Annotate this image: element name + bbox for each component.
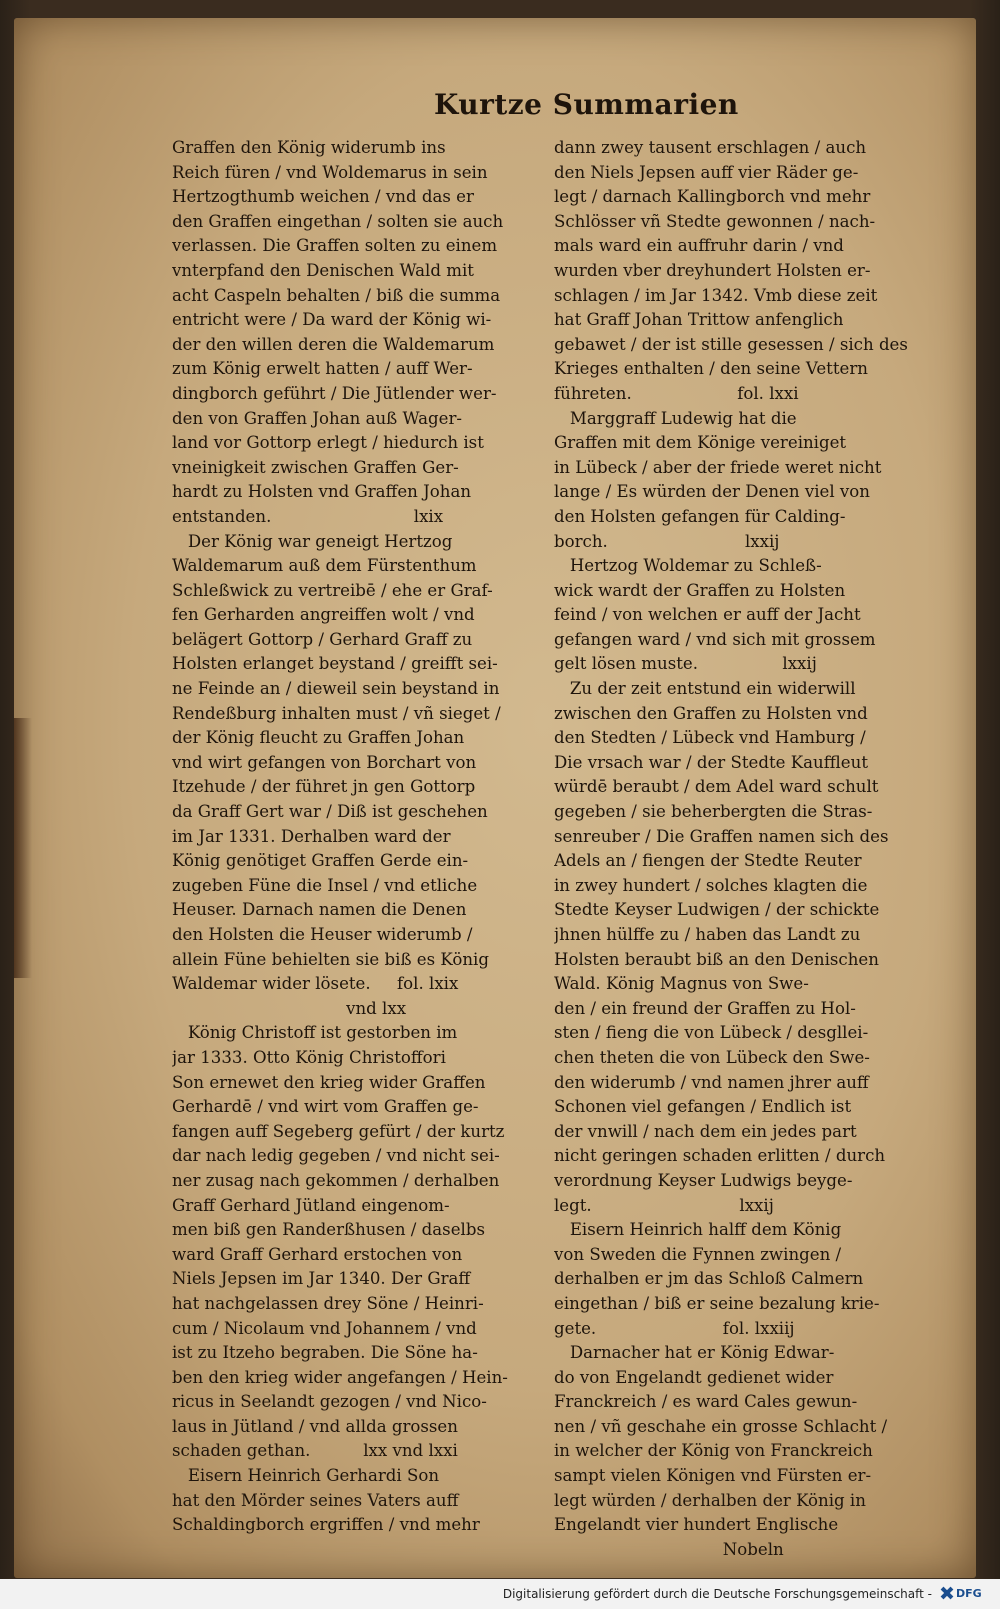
text-line: den Holsten gefangen für Calding- <box>554 506 846 526</box>
text-line: den widerumb / vnd namen jhrer auff <box>554 1072 869 1092</box>
text-line: wick wardt der Graffen zu Holsten <box>554 580 846 600</box>
text-line: Holsten beraubt biß an den Denischen <box>554 949 879 969</box>
text-line: senreuber / Die Graffen namen sich des <box>554 826 889 846</box>
text-line: fangen auff Segeberg gefürt / der kurtz <box>172 1121 505 1141</box>
text-line: schaden gethan. lxx vnd lxxi <box>172 1441 458 1461</box>
text-line: Engelandt vier hundert Englische <box>554 1515 839 1535</box>
text-line: vnterpfand den Denischen Wald mit <box>172 260 474 280</box>
text-line: dingborch geführt / Die Jütlender wer- <box>172 383 497 403</box>
text-line: Darnacher hat er König Edwar- <box>554 1343 835 1363</box>
text-line: hat den Mörder seines Vaters auff <box>172 1490 459 1510</box>
text-line: verlassen. Die Graffen solten zu einem <box>172 236 498 256</box>
text-line: da Graff Gert war / Diß ist geschehen <box>172 802 488 822</box>
text-line: jar 1333. Otto König Christoffori <box>172 1047 446 1067</box>
text-line: den Stedten / Lübeck vnd Hamburg / <box>554 728 866 748</box>
text-line: den Holsten die Heuser widerumb / <box>172 925 473 944</box>
dfg-logo <box>940 1584 986 1602</box>
text-line: Heuser. Darnach namen die Denen <box>172 900 467 920</box>
text-line: in Lübeck / aber der friede weret nicht <box>554 457 882 477</box>
text-line: dann zwey tausent erschlagen / auch <box>554 138 867 157</box>
text-line: Wald. König Magnus von Swe- <box>554 974 809 994</box>
text-line: den / ein freund der Graffen zu Hol- <box>554 998 856 1018</box>
text-line: wurden vber dreyhundert Holsten er- <box>554 260 871 280</box>
text-line: ben den krieg wider angefangen / Hein- <box>172 1367 508 1387</box>
text-line: Hertzogthumb weichen / vnd das er <box>172 187 474 207</box>
running-head: Kurtze Summarien <box>434 88 739 121</box>
text-line: vneinigkeit zwischen Graffen Ger- <box>172 457 459 477</box>
text-line: hat nachgelassen drey Söne / Heinri- <box>172 1293 484 1313</box>
text-line: hat Graff Johan Trittow anfenglich <box>554 310 844 330</box>
text-line: Marggraff Ludewig hat die <box>554 408 797 428</box>
text-line: im Jar 1331. Derhalben ward der <box>172 826 451 846</box>
text-line: der den willen deren die Waldemarum <box>172 334 495 354</box>
text-line: Schleßwick zu vertreibē / ehe er Graf- <box>172 580 493 600</box>
text-line: allein Füne behielten sie biß es König <box>172 949 489 969</box>
text-line: derhalben er jm das Schloß Calmern <box>554 1269 864 1289</box>
text-line: zugeben Füne die Insel / vnd etliche <box>172 875 478 895</box>
text-line: Graffen mit dem Könige vereiniget <box>554 433 847 453</box>
text-line: in zwey hundert / solches klagten die <box>554 875 868 895</box>
text-line: vnd lxx <box>172 998 407 1018</box>
text-line: zwischen den Graffen zu Holsten vnd <box>554 703 868 723</box>
text-line: gete. fol. lxxiij <box>554 1318 795 1338</box>
text-line: borch. lxxij <box>554 531 780 551</box>
text-line: cum / Nicolaum vnd Johannem / vnd <box>172 1318 477 1338</box>
text-line: würdē beraubt / dem Adel ward schult <box>554 777 879 797</box>
digitization-footer <box>0 1579 1000 1609</box>
text-line: vnd wirt gefangen von Borchart von <box>172 752 477 772</box>
text-line: eingethan / biß er seine bezalung krie- <box>554 1293 880 1313</box>
text-line: Reich füren / vnd Woldemarus in sein <box>172 162 488 182</box>
text-line: legt. lxxij <box>554 1195 774 1215</box>
text-line: ricus in Seelandt gezogen / vnd Nico- <box>172 1392 487 1412</box>
text-line: ner zusag nach gekommen / derhalben <box>172 1170 500 1190</box>
text-line: Der König war geneigt Hertzog <box>172 531 453 551</box>
text-line: Krieges enthalten / den seine Vettern <box>554 359 868 379</box>
text-line: Stedte Keyser Ludwigen / der schickte <box>554 900 880 920</box>
text-line: men biß gen Randerßhusen / daselbs <box>172 1220 485 1240</box>
text-line: den Graffen eingethan / solten sie auch <box>172 211 504 231</box>
text-line: Franckreich / es ward Cales gewun- <box>554 1392 858 1412</box>
funding-credit: Digitalisierung gefördert durch die Deutsche Forschungsgemeinschaft - <box>502 1587 932 1601</box>
text-line: Schonen viel gefangen / Endlich ist <box>554 1097 852 1117</box>
text-line: gebawet / der ist stille gesessen / sich des <box>554 334 908 354</box>
text-line: verordnung Keyser Ludwigs beyge- <box>554 1170 853 1190</box>
text-line: feind / von welchen er auff der Jacht <box>554 605 861 625</box>
text-line: zum König erwelt hatten / auff Wer- <box>172 359 473 379</box>
text-line: gefangen ward / vnd sich mit grossem <box>554 629 876 649</box>
text-line: belägert Gottorp / Gerhard Graff zu <box>172 629 473 649</box>
text-line: der König fleucht zu Graffen Johan <box>172 728 465 748</box>
text-line: sten / fieng die von Lübeck / desgllei- <box>554 1023 869 1043</box>
text-line: ist zu Itzeho begraben. Die Söne ha- <box>172 1343 478 1363</box>
text-line: Adels an / fiengen der Stedte Reuter <box>554 851 862 871</box>
text-line: chen theten die von Lübeck den Swe- <box>554 1047 870 1067</box>
text-line: der vnwill / nach dem ein jedes part <box>554 1121 857 1141</box>
text-line: entstanden. lxix <box>172 506 444 526</box>
text-line: König genötiget Graffen Gerde ein- <box>172 851 469 871</box>
text-line: hardt zu Holsten vnd Graffen Johan <box>172 482 472 502</box>
text-line: in welcher der König von Franckreich <box>554 1441 873 1461</box>
text-line: Graffen den König widerumb ins <box>172 138 446 157</box>
text-line: do von Engelandt gedienet wider <box>554 1367 834 1387</box>
text-line: entricht were / Da ward der König wi- <box>172 310 492 330</box>
text-line: Zu der zeit entstund ein widerwill <box>554 679 856 699</box>
text-line: fen Gerharden angreiffen wolt / vnd <box>172 605 475 625</box>
text-line: König Christoff ist gestorben im <box>172 1023 458 1043</box>
text-line: Eisern Heinrich halff dem König <box>554 1220 842 1240</box>
dfg-logo-text: DFG <box>956 1586 982 1600</box>
text-line: Eisern Heinrich Gerhardi Son <box>172 1466 440 1486</box>
text-line: Schaldingborch ergriffen / vnd mehr <box>172 1515 480 1535</box>
text-line: Waldemarum auß dem Fürstenthum <box>172 556 477 576</box>
text-line: Rendeßburg inhalten must / vñ sieget / <box>172 703 501 723</box>
text-line: lange / Es würden der Denen viel von <box>554 482 870 502</box>
text-line: den Niels Jepsen auff vier Räder ge- <box>554 162 859 182</box>
text-line: von Sweden die Fynnen zwingen / <box>554 1244 842 1264</box>
text-line: Holsten erlanget beystand / greifft sei- <box>172 654 498 674</box>
text-line: Die vrsach war / der Stedte Kauffleut <box>554 752 868 772</box>
text-line: schlagen / im Jar 1342. Vmb diese zeit <box>554 285 878 305</box>
text-line: ne Feinde an / dieweil sein beystand in <box>172 679 500 699</box>
text-line: gegeben / sie beherbergten die Stras- <box>554 802 873 822</box>
text-line: Waldemar wider lösete. fol. lxix <box>172 974 459 994</box>
text-line: nen / vñ geschahe ein grosse Schlacht / <box>554 1416 888 1436</box>
text-line: führeten. fol. lxxi <box>554 383 799 403</box>
page-edge-stain <box>14 718 32 978</box>
text-line: Gerhardē / vnd wirt vom Graffen ge- <box>172 1097 479 1117</box>
text-line: Hertzog Woldemar zu Schleß- <box>554 556 822 576</box>
text-line: Schlösser vñ Stedte gewonnen / nach- <box>554 211 876 231</box>
text-line: Itzehude / der führet jn gen Gottorp <box>172 777 476 797</box>
left-text-column <box>172 136 542 1538</box>
dfg-logo-icon <box>940 1586 954 1600</box>
book-page <box>14 18 976 1578</box>
text-line: Graff Gerhard Jütland eingenom- <box>172 1195 450 1215</box>
text-line: nicht geringen schaden erlitten / durch <box>554 1146 886 1166</box>
text-line: acht Caspeln behalten / biß die summa <box>172 285 501 305</box>
text-line: Son ernewet den krieg wider Graffen <box>172 1072 486 1092</box>
text-line: sampt vielen Königen vnd Fürsten er- <box>554 1466 872 1486</box>
text-line: laus in Jütland / vnd allda grossen <box>172 1416 458 1436</box>
text-line: dar nach ledig gegeben / vnd nicht sei- <box>172 1146 500 1166</box>
text-line: den von Graffen Johan auß Wager- <box>172 408 462 428</box>
text-line: mals ward ein auffruhr darin / vnd <box>554 236 844 256</box>
text-line: ward Graff Gerhard erstochen von <box>172 1244 463 1264</box>
text-line: Nobeln <box>554 1539 784 1559</box>
text-line: land vor Gottorp erlegt / hiedurch ist <box>172 433 484 453</box>
text-line: jhnen hülffe zu / haben das Landt zu <box>554 925 861 944</box>
text-line: legt / darnach Kallingborch vnd mehr <box>554 187 871 207</box>
text-line: gelt lösen muste. lxxij <box>554 654 817 674</box>
right-text-column <box>554 136 924 1562</box>
text-line: Niels Jepsen im Jar 1340. Der Graff <box>172 1269 471 1289</box>
text-line: legt würden / derhalben der König in <box>554 1490 866 1510</box>
